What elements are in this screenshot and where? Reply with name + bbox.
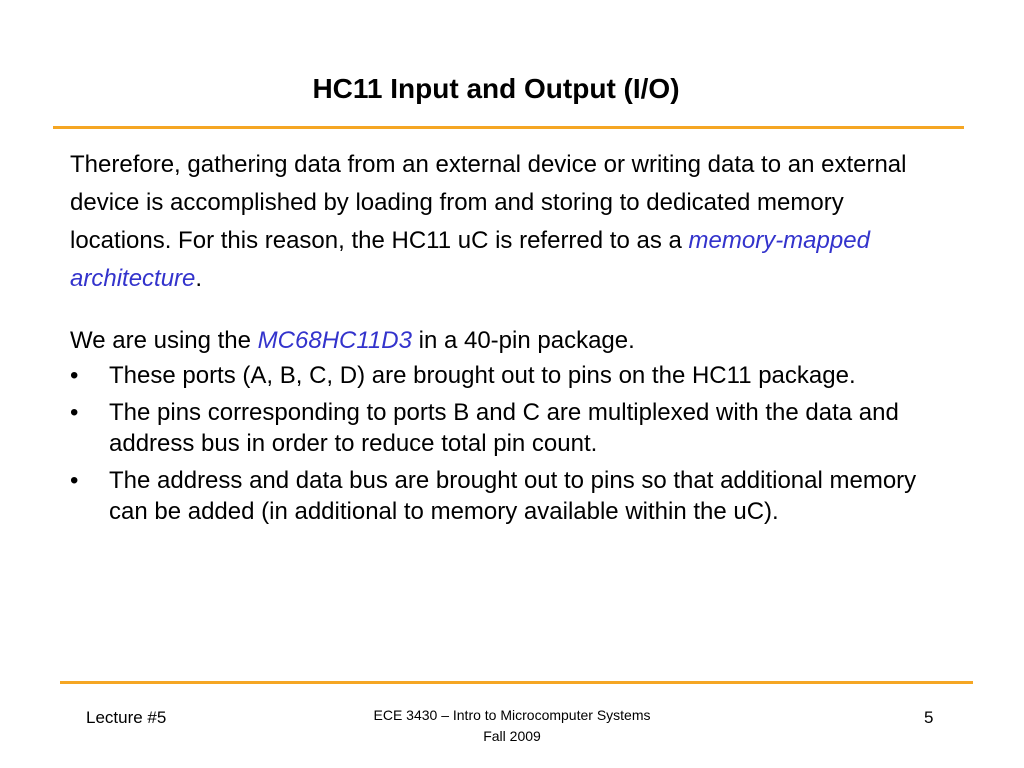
- bullet-text: These ports (A, B, C, D) are brought out to pins on the HC11 package.: [109, 362, 856, 389]
- package-text-after: in a 40-pin package.: [411, 327, 635, 354]
- footer-term: Fall 2009: [483, 728, 541, 744]
- top-divider: [53, 126, 964, 129]
- package-text-before: We are using the: [70, 327, 258, 354]
- bullet-marker: •: [70, 399, 79, 426]
- footer-course-title: ECE 3430 – Intro to Microcomputer Systems: [373, 707, 651, 723]
- footer-course: [312, 705, 712, 747]
- bullet-item-multiplexed: [70, 397, 950, 459]
- part-number-term: MC68HC11D3: [257, 327, 412, 354]
- bullet-list: [70, 360, 950, 527]
- footer-lecture: Lecture #5: [86, 708, 167, 727]
- bullet-item-ports: [70, 360, 950, 391]
- intro-paragraph: [70, 146, 950, 298]
- bullet-text: The address and data bus are brought out to pins so that additional memory can be added (in additional to memory available within the uC).: [109, 467, 917, 525]
- intro-text: Therefore, gathering data from an external device or writing data to an external device is accomplished by loading from and storing to dedicated memory locations. For this reason, the HC11 uC is referred to as a: [70, 151, 907, 254]
- bullet-text: The pins corresponding to ports B and C are multiplexed with the data and address bus in order to reduce total pin count.: [109, 399, 899, 457]
- package-paragraph: [70, 322, 950, 360]
- slide-body: [70, 146, 950, 533]
- intro-period: .: [195, 265, 203, 292]
- bottom-divider: [60, 681, 973, 684]
- memory-mapped-term: memory-mapped architecture: [70, 227, 870, 292]
- bullet-item-bus: [70, 465, 950, 527]
- slide-title: HC11 Input and Output (I/O): [312, 72, 680, 104]
- page-number: 5: [924, 708, 934, 727]
- bullet-marker: •: [70, 467, 79, 494]
- bullet-marker: •: [70, 362, 79, 389]
